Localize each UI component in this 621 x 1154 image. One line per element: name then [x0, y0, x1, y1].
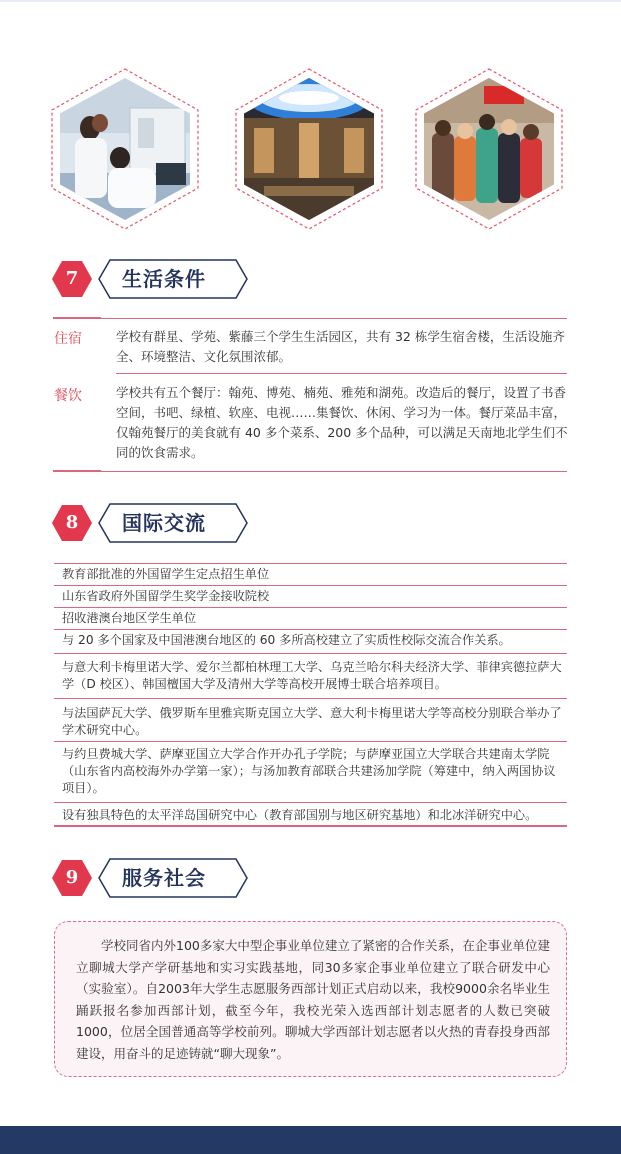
section-number: 7	[65, 268, 79, 289]
exchange-row: 与约旦费城大学、萨摩亚国立大学合作开办孔子学院；与萨摩亚国立大学联合共建南太学院（山东省内高校海外办学第一家）；与汤加教育部联合共建汤加学院（筹建中，纳入两国协议项目）。	[54, 742, 567, 803]
section-title: 国际交流	[122, 511, 206, 535]
footer-bar	[0, 1126, 621, 1154]
label-bar	[53, 317, 101, 319]
label-accommodation: 住宿	[54, 331, 82, 347]
section-number: 8	[65, 512, 79, 533]
international-students-photo	[414, 67, 564, 231]
laboratory-photo	[50, 67, 200, 231]
accommodation-text: 学校有群星、学苑、紫藤三个学生生活园区，共有 32 栋学生宿舍楼，生活设施齐全、环境整洁、文化氛围浓郁。	[116, 329, 565, 364]
exchange-row: 与意大利卡梅里诺大学、爱尔兰都柏林理工大学、乌克兰哈尔科夫经济大学、菲律宾德拉萨大学（D 校区）、韩国檀国大学及清州大学等高校开展博士联合培养项目。	[54, 654, 567, 699]
exchange-row: 山东省政府外国留学生奖学金接收院校	[54, 586, 567, 608]
table-divider	[54, 471, 567, 472]
label-dining: 餐饮	[54, 388, 82, 404]
section-header-service	[52, 858, 252, 898]
section-header-life	[52, 259, 252, 299]
section-title: 服务社会	[122, 866, 206, 890]
table-divider	[54, 318, 567, 319]
section-title: 生活条件	[122, 267, 206, 291]
dining-text: 学校共有五个餐厅：翰苑、博苑、楠苑、雅苑和湖苑。改造后的餐厅，设置了书香空间，书吧、绿植、软座、电视……集餐饮、休闲、学习为一体。餐厅菜品丰富，仅翰苑餐厅的美食就有 40 多个菜系、200 多个品种，可以满足天南地北学生们不同的饮食需求。	[116, 385, 568, 460]
exchange-row: 与 20 多个国家及中国港澳台地区的 60 多所高校建立了实质性校际交流合作关系。	[54, 630, 567, 654]
exchange-row: 与法国萨瓦大学、俄罗斯车里雅宾斯克国立大学、意大利卡梅里诺大学等高校分别联合举办了学术研究中心。	[54, 699, 567, 742]
section-header-exchange	[52, 503, 252, 543]
exchange-row: 教育部批准的外国留学生定点招生单位	[54, 564, 567, 586]
table-divider	[116, 373, 567, 374]
section-number: 9	[65, 867, 79, 888]
top-divider	[0, 0, 621, 2]
label-bar	[53, 470, 101, 472]
service-text: 学校同省内外100多家大中型企事业单位建立了紧密的合作关系，在企事业单位建立聊城大学产学研基地和实习实践基地，同30多家企事业单位建立了联合研发中心（实验室）。自2003年大学生志愿服务西部计划正式启动以来，我校9000余名毕业生踊跃报名参加西部计划，截至今年，我校光荣入选西部计划志愿者的人数已突破1000，位居全国普通高等学校前列。聊城大学西部计划志愿者以火热的青春投身西部建设，用奋斗的足迹铸就“聊大现象”。	[76, 938, 550, 1061]
exchange-row: 招收港澳台地区学生单位	[54, 608, 567, 630]
library-hall-photo	[234, 67, 384, 231]
exchange-row: 设有独具特色的太平洋岛国研究中心（教育部国别与地区研究基地）和北冰洋研究中心。	[54, 803, 567, 827]
